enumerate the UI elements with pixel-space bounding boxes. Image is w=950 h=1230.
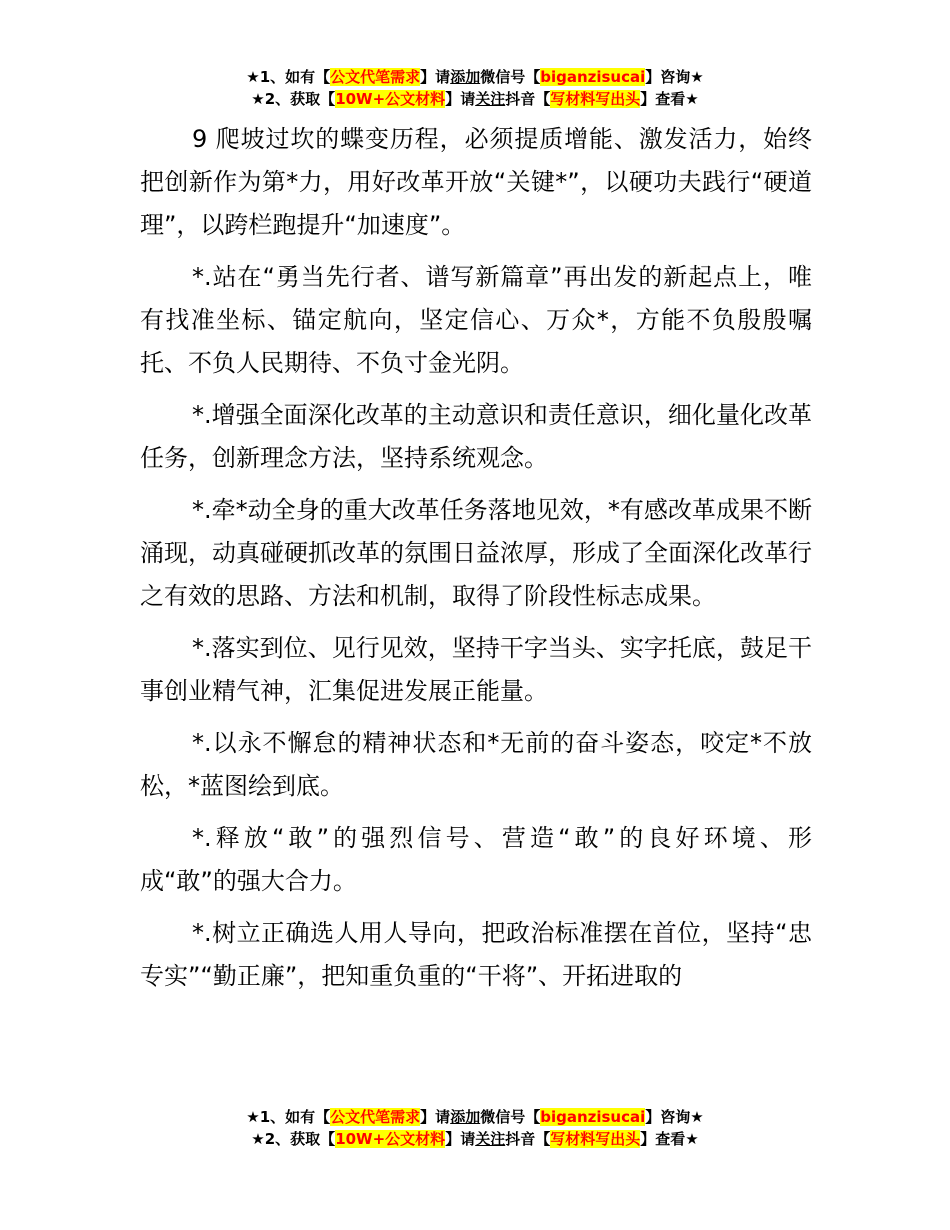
footer-underline-follow: 关注 [475,1130,506,1148]
header-highlight-materials: 10W+公文材料 [335,90,446,108]
footer-highlight-wechat-id: biganzisucai [540,1108,646,1126]
footer-line-1 [0,1106,950,1128]
header-line-2-text: 抖音【 [505,90,551,108]
paragraph-6: *.以永不懈怠的精神状态和*无前的奋斗姿态，咬定*不放松，*蓝图绘到底。 [140,729,812,800]
paragraph-1: 9 爬坡过坎的蝶变历程，必须提质增能、激发活力，始终把创新作为第*力，用好改革开放“关键*”，以硬功夫践行“硬道理”，以跨栏跑提升“加速度”。 [140,125,812,239]
footer-line-2 [0,1128,950,1150]
footer-line-2-text: ★2、获取【 [251,1130,336,1148]
paragraph-5: *.落实到位、见行见效，坚持干字当头、实字托底，鼓足干事创业精气神，汇集促进发展正能量。 [140,634,812,705]
header-line-1-text: 微信号【 [480,68,541,86]
header-banner [0,66,950,110]
footer-highlight-douyin-account: 写材料写出头 [550,1130,641,1148]
header-highlight-writing-service: 公文代笔需求 [330,68,421,86]
header-line-1-text: 】请 [420,68,451,86]
paragraph-3: *.增强全面深化改革的主动意识和责任意识，细化量化改革任务，创新理念方法，坚持系统观念。 [140,401,812,472]
header-line-1-text: ★1、如有【 [246,68,331,86]
paragraph-4: *.牵*动全身的重大改革任务落地见效，*有感改革成果不断涌现，动真碰硬抓改革的氛围日益浓厚，形成了全面深化改革行之有效的思路、方法和机制，取得了阶段性标志成果。 [140,496,812,610]
header-highlight-wechat-id: biganzisucai [540,68,646,86]
header-line-1-text: 】咨询★ [645,68,704,86]
document-body [140,118,812,1007]
header-line-2-text: 】查看★ [640,90,699,108]
header-line-2 [0,88,950,110]
footer-underline-add: 添加 [450,1108,481,1126]
paragraph-2: *.站在“勇当先行者、谱写新篇章”再出发的新起点上，唯有找准坐标、锚定航向，坚定信心、万众*，方能不负殷殷嘱托、不负人民期待、不负寸金光阴。 [140,263,812,377]
footer-line-1-text: 】咨询★ [645,1108,704,1126]
footer-line-2-text: 】请 [445,1130,476,1148]
header-underline-follow: 关注 [475,90,506,108]
header-line-1 [0,66,950,88]
header-highlight-douyin-account: 写材料写出头 [550,90,641,108]
paragraph-7: *.释放“敢”的强烈信号、营造“敢”的良好环境、形成“敢”的强大合力。 [140,824,812,895]
footer-banner [0,1106,950,1150]
footer-line-2-text: 】查看★ [640,1130,699,1148]
footer-highlight-materials: 10W+公文材料 [335,1130,446,1148]
footer-line-1-text: 微信号【 [480,1108,541,1126]
header-line-2-text: 】请 [445,90,476,108]
header-underline-add: 添加 [450,68,481,86]
footer-highlight-writing-service: 公文代笔需求 [330,1108,421,1126]
footer-line-1-text: ★1、如有【 [246,1108,331,1126]
paragraph-8: *.树立正确选人用人导向，把政治标准摆在首位，坚持“忠专实”“勤正廉”，把知重负重的“干将”、开拓进取的 [140,919,812,990]
header-line-2-text: ★2、获取【 [251,90,336,108]
footer-line-1-text: 】请 [420,1108,451,1126]
footer-line-2-text: 抖音【 [505,1130,551,1148]
